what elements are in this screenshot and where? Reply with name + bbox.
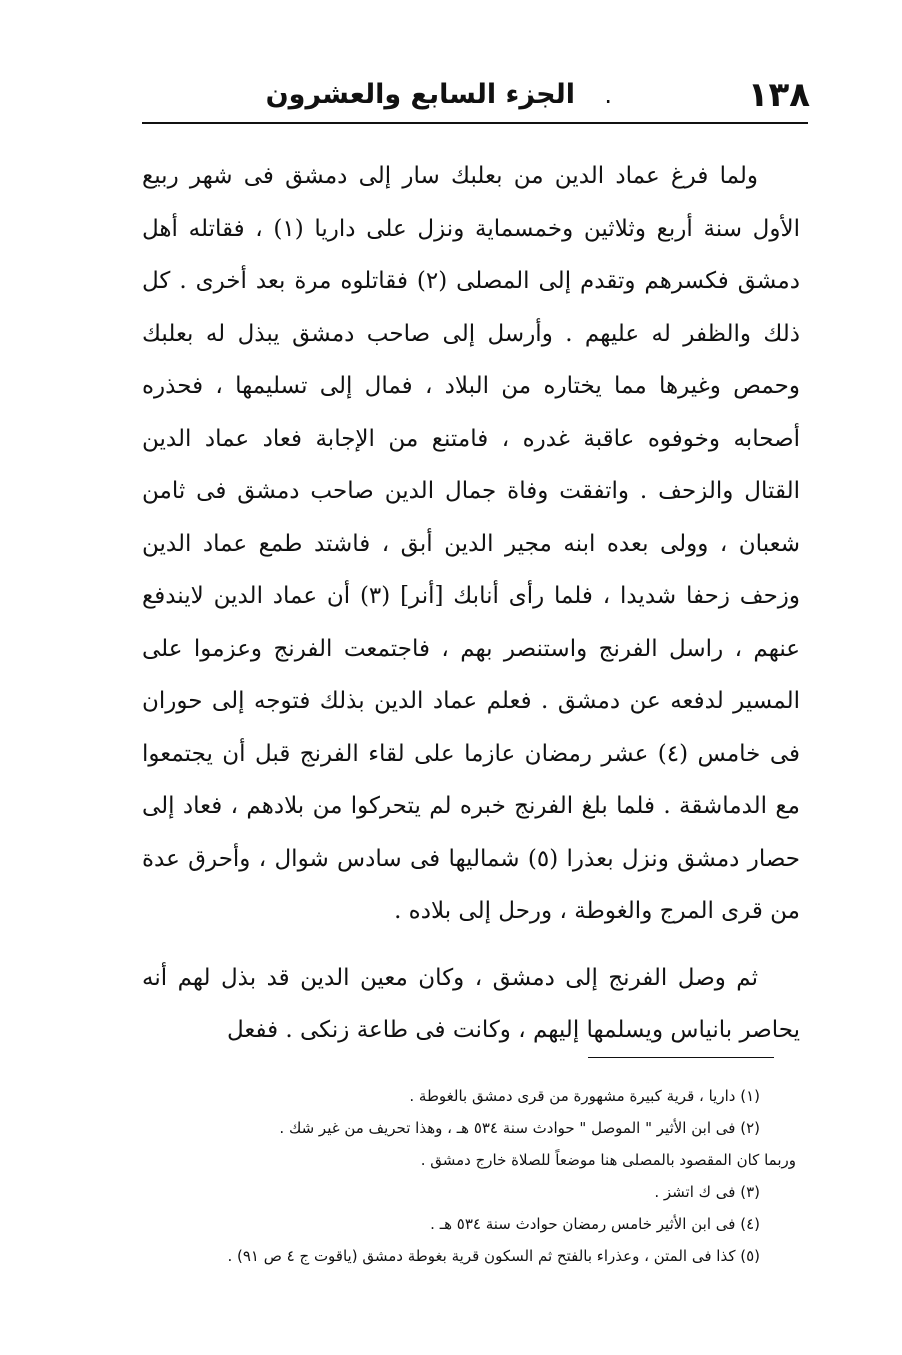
paragraph-2: ثم وصل الفرنج إلى دمشق ، وكان معين الدين قد بذل لهم أنه يحاصر بانياس ويسلمها إليهم ، وكانت فى طاعة زنكى . ففعل [142,964,800,1043]
footnote-1: (١) داريا ، قرية كبيرة مشهورة من قرى دمشق بالغوطة . [409,1087,760,1105]
footnote-2: (٢) فى ابن الأثير " الموصل " حوادث سنة ٥٣٤ هـ ، وهذا تحريف من غير شك . [279,1119,760,1137]
page-header [140,70,810,120]
footnote-2-continuation: وربما كان المقصود بالمصلى هنا موضعاً للصلاة خارج دمشق . [420,1151,796,1169]
header-separator: . [604,81,612,109]
footnote-rule [588,1057,774,1058]
footnotes [142,1080,796,1272]
footnote-3: (٣) فى ك اتشز . [654,1183,760,1201]
page-number: ١٣٨ [747,75,810,115]
footnote-4: (٤) فى ابن الأثير خامس رمضان حوادث سنة ٥٣٤ هـ . [430,1215,760,1233]
main-text [142,150,800,1057]
header-rule [142,122,808,124]
running-title: الجزء السابع والعشرون [265,79,575,110]
footnote-5: (٥) كذا فى المتن ، وعذراء بالفتح ثم السكون قرية بغوطة دمشق (ياقوت ج ٤ ص ٩١) . [227,1247,760,1265]
paragraph-1: ولما فرغ عماد الدين من بعلبك سار إلى دمشق فى شهر ربيع الأول سنة أربع وثلاثين وخمسماية ونزل على داريا (١) ، فقاتله أهل دمشق فكسرهم وتقدم إلى المصلى (٢) فقاتلوه مرة بعد أخرى . كل ذلك والظفر له عليهم . وأرسل إلى صاحب دمشق يبذل له بعلبك وحمص وغيرها مما يختاره من البلاد ، فمال إلى تسليمها ، فحذره أصحابه وخوفوه عاقبة غدره ، فامتنع من الإجابة فعاد عماد الدين القتال والزحف . واتفقت وفاة جمال الدين صاحب دمشق فى ثامن شعبان ، وولى بعده ابنه مجير الدين أبق ، فاشتد طمع عماد الدين وزحف زحفا شديدا ، فلما رأى أنابك [أنر] (٣) أن عماد الدين لايندفع عنهم ، راسل الفرنج واستنصر بهم ، فاجتمعت الفرنج وعزموا على المسير لدفعه عن دمشق . فعلم عماد الدين بذلك فتوجه إلى حوران فى خامس (٤) عشر رمضان عازما على لقاء الفرنج قبل أن يجتمعوا مع الدماشقة . فلما بلغ الفرنج خبره لم يتحركوا من بلادهم ، فعاد إلى حصار دمشق ونزل بعذرا (٥) شماليها فى سادس شوال ، وأحرق عدة من قرى المرج والغوطة ، ورحل إلى بلاده . [142,163,800,924]
